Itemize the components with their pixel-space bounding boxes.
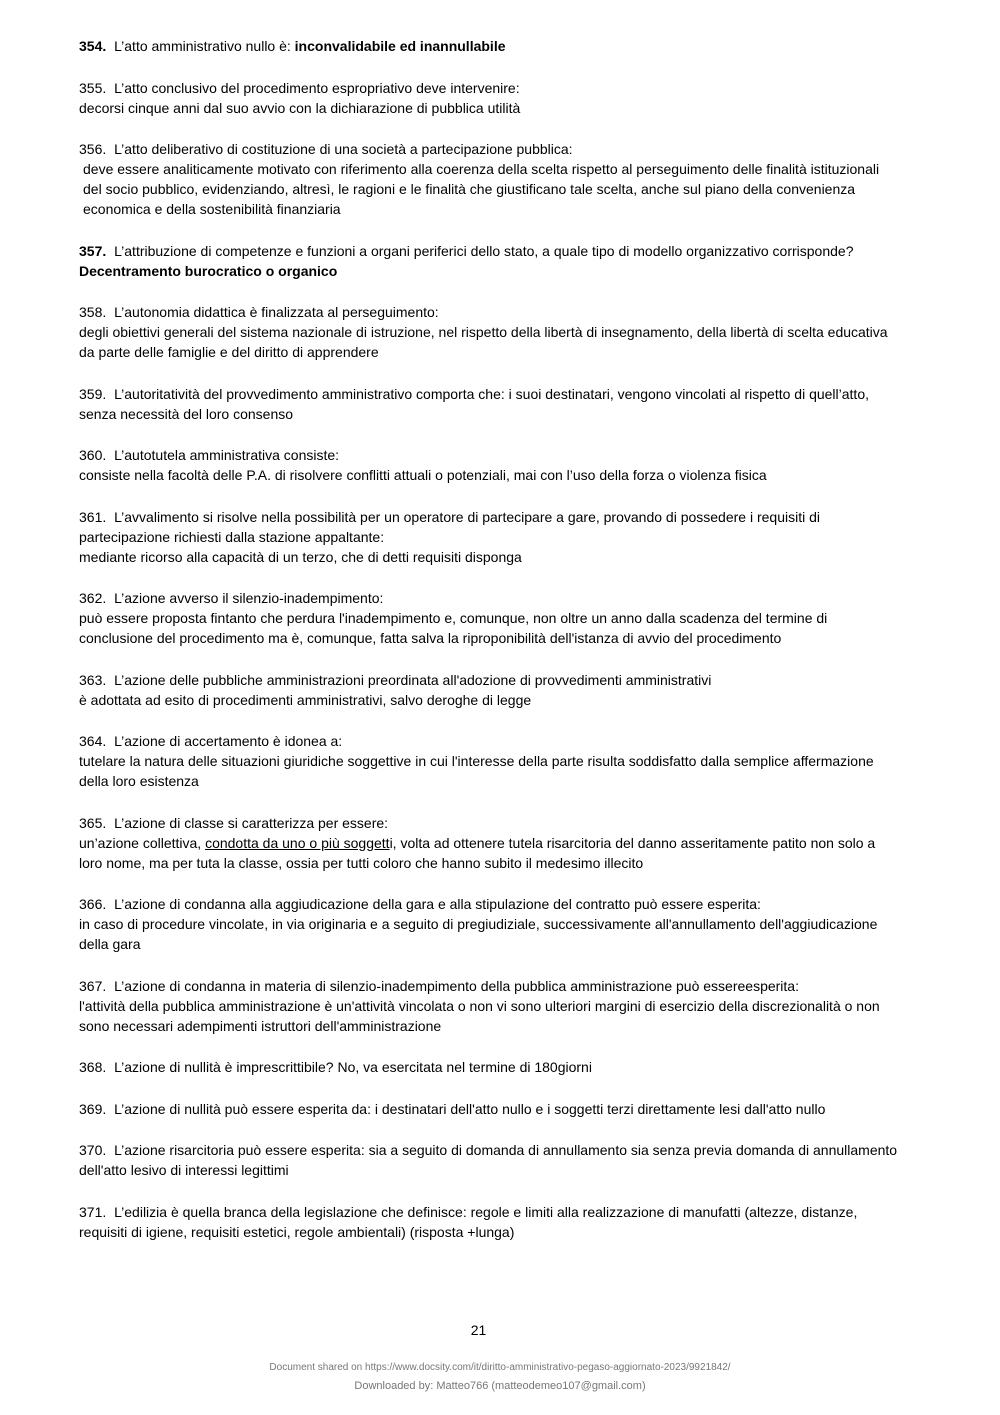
question-text: L’atto conclusivo del procedimento espropriativo deve intervenire: xyxy=(114,79,520,96)
question-362 xyxy=(79,588,899,648)
question-text: L’azione di condanna in materia di silenzio-inadempimento della pubblica amministrazione può essereesperita: xyxy=(114,977,799,994)
question-number: 362. xyxy=(79,590,107,606)
question-line xyxy=(79,302,899,322)
answer-text-start: un’azione collettiva, xyxy=(79,834,206,851)
question-line xyxy=(79,670,899,690)
question-line xyxy=(79,731,899,751)
question-text: L’atto deliberativo di costituzione di una società a partecipazione pubblica: xyxy=(114,141,573,157)
question-text: L’azione delle pubbliche amministrazioni preordinata all'adozione di provvedimenti amministrativi xyxy=(114,671,712,688)
answer-text xyxy=(79,833,899,873)
qa-line xyxy=(79,1057,899,1077)
question-366 xyxy=(79,894,899,954)
question-356 xyxy=(79,139,899,219)
question-369 xyxy=(79,1099,899,1119)
question-line xyxy=(79,976,899,996)
question-text: L’atto amministrativo nullo è: xyxy=(114,38,291,54)
question-text: L’azione avverso il silenzio-inadempimento: xyxy=(114,590,384,606)
question-number: 356. xyxy=(79,141,107,157)
qa-line xyxy=(79,384,899,424)
question-line xyxy=(79,445,899,465)
footer-shared-link[interactable]: Document shared on https://www.docsity.com/it/diritto-amministrativo-pegaso-aggiornato-2023/9921842/ xyxy=(269,1362,731,1373)
answer-text: decorsi cinque anni dal suo avvio con la dichiarazione di pubblica utilità xyxy=(79,99,521,116)
question-number: 365. xyxy=(79,814,107,831)
answer-text-end: i, volta ad ottenere tutela risarcitoria del danno asseritamente patito non solo a loro nome, ma per tuta la classe, ossia per tutti coloro che hanno subito il medesimo illecito xyxy=(79,834,876,871)
answer-text: inconvalidabile ed inannullabile xyxy=(294,38,506,54)
question-number: 369. xyxy=(79,1100,107,1117)
answer-text: sia a seguito di domanda di annullamento sia senza previa domanda di annullamento dell'atto lesivo di interessi legittimi xyxy=(79,1142,898,1178)
question-359 xyxy=(79,384,899,424)
question-text: L’autoritatività del provvedimento amministrativo comporta che: xyxy=(114,385,505,402)
question-line xyxy=(79,78,899,98)
question-number: 364. xyxy=(79,733,107,749)
answer-text: i suoi destinatari, vengono vincolati al rispetto di quell’atto, senza necessità del loro consenso xyxy=(79,385,869,422)
question-368 xyxy=(79,1057,899,1077)
question-line xyxy=(79,894,899,914)
question-text: L’autonomia didattica è finalizzata al perseguimento: xyxy=(114,304,439,320)
question-line xyxy=(79,813,899,833)
question-text: L’azione di condanna alla aggiudicazione della gara e alla stipulazione del contratto può essere esperita: xyxy=(114,896,761,912)
question-number: 361. xyxy=(79,508,107,525)
question-365 xyxy=(79,813,899,873)
question-367 xyxy=(79,976,899,1036)
question-357 xyxy=(79,241,899,281)
question-364 xyxy=(79,731,899,791)
answer-text: regole e limiti alla realizzazione di manufatti (altezze, distanze, requisiti di igiene, requisiti estetici, regole ambientali) (risposta +lunga) xyxy=(79,1203,858,1240)
question-text: L’azione di accertamento è idonea a: xyxy=(114,733,343,749)
answer-text: in caso di procedure vincolate, in via originaria e a seguito di pregiudiziale, successivamente all'annullamento dell'aggiudicazione della gara xyxy=(79,916,878,952)
answer-text: No, va esercitata nel termine di 180giorni xyxy=(337,1059,592,1075)
answer-text: mediante ricorso alla capacità di un terzo, che di detti requisiti disponga xyxy=(79,548,522,565)
question-number: 358. xyxy=(79,304,107,320)
answer-text: può essere proposta fintanto che perdura l'inadempimento e, comunque, non oltre un anno dalla scadenza del termine di conclusione del procedimento ma è, comunque, fatta salva la riproponibilità dell'istanza di avvio del procedimento xyxy=(79,610,828,646)
answer-text: Decentramento burocratico o organico xyxy=(79,262,338,279)
document-body xyxy=(79,36,899,1263)
question-number: 367. xyxy=(79,977,107,994)
question-line xyxy=(79,588,899,608)
question-number: 355. xyxy=(79,79,107,96)
question-text: L’avvalimento si risolve nella possibilità per un operatore di partecipare a gare, provando di possedere i requisiti di partecipazione richiesti dalla stazione appaltante: xyxy=(79,508,820,545)
question-line xyxy=(79,139,899,159)
question-number: 357. xyxy=(79,242,107,259)
answer-text: deve essere analiticamente motivato con riferimento alla coerenza della scelta rispetto al perseguimento delle finalità istituzionali del socio pubblico, evidenziando, altresì, le ragioni e le finalità che giustificano tale scelta, anche sul piano della convenienza economica e della sostenibilità finanziaria xyxy=(83,161,880,217)
question-text: L’autotutela amministrativa consiste: xyxy=(114,447,340,463)
question-number: 363. xyxy=(79,671,107,688)
qa-line xyxy=(79,1202,899,1242)
footer-downloaded-by: Downloaded by: Matteo766 (matteodemeo107@gmail.com) xyxy=(354,1380,646,1392)
answer-text: consiste nella facoltà delle P.A. di risolvere conflitti attuali o potenziali, mai con l’uso della forza o violenza fisica xyxy=(79,467,767,483)
question-number: 354. xyxy=(79,38,107,54)
answer-text: tutelare la natura delle situazioni giuridiche soggettive in cui l'interesse della parte risulta soddisfatto dalla semplice affermazione della loro esistenza xyxy=(79,753,874,789)
question-text: L’azione di nullità è imprescrittibile? xyxy=(114,1059,334,1075)
answer-text: i destinatari dell'atto nullo e i soggetti terzi direttamente lesi dall'atto nullo xyxy=(374,1100,826,1117)
question-363 xyxy=(79,670,899,710)
qa-line xyxy=(79,1140,899,1180)
question-354 xyxy=(79,36,899,56)
question-text: L’azione di classe si caratterizza per essere: xyxy=(114,814,389,831)
question-line xyxy=(79,507,899,547)
qa-line xyxy=(79,241,899,281)
page-number: 21 xyxy=(470,1322,487,1338)
question-number: 360. xyxy=(79,447,107,463)
question-355 xyxy=(79,78,899,118)
question-text: L’azione risarcitoria può essere esperita: xyxy=(114,1142,365,1158)
question-number: 359. xyxy=(79,385,107,402)
question-number: 371. xyxy=(79,1203,107,1220)
answer-text: l'attività della pubblica amministrazione è un'attività vincolata o non vi sono ulteriori margini di esercizio della discrezionalità o non sono necessari adempimenti istruttori dell'amministrazione xyxy=(79,997,880,1034)
question-361 xyxy=(79,507,899,567)
qa-line xyxy=(79,1099,899,1119)
question-number: 370. xyxy=(79,1142,107,1158)
question-text: L’edilizia è quella branca della legislazione che definisce: xyxy=(114,1203,467,1220)
question-number: 366. xyxy=(79,896,107,912)
question-358 xyxy=(79,302,899,362)
answer-text: è adottata ad esito di procedimenti amministrativi, salvo deroghe di legge xyxy=(79,691,532,708)
question-text: L’attribuzione di competenze e funzioni a organi periferici dello stato, a quale tipo di modello organizzativo corrisponde? xyxy=(114,242,854,259)
question-370 xyxy=(79,1140,899,1180)
answer-text-underlined: condotta da uno o più soggett xyxy=(205,834,390,851)
answer-text: degli obiettivi generali del sistema nazionale di istruzione, nel rispetto della libertà di insegnamento, della libertà di scelta educativa da parte delle famiglie e del diritto di apprendere xyxy=(79,324,888,360)
question-360 xyxy=(79,445,899,485)
qa-line xyxy=(79,36,899,56)
question-371 xyxy=(79,1202,899,1242)
question-text: L’azione di nullità può essere esperita da: xyxy=(114,1100,371,1117)
question-number: 368. xyxy=(79,1059,107,1075)
